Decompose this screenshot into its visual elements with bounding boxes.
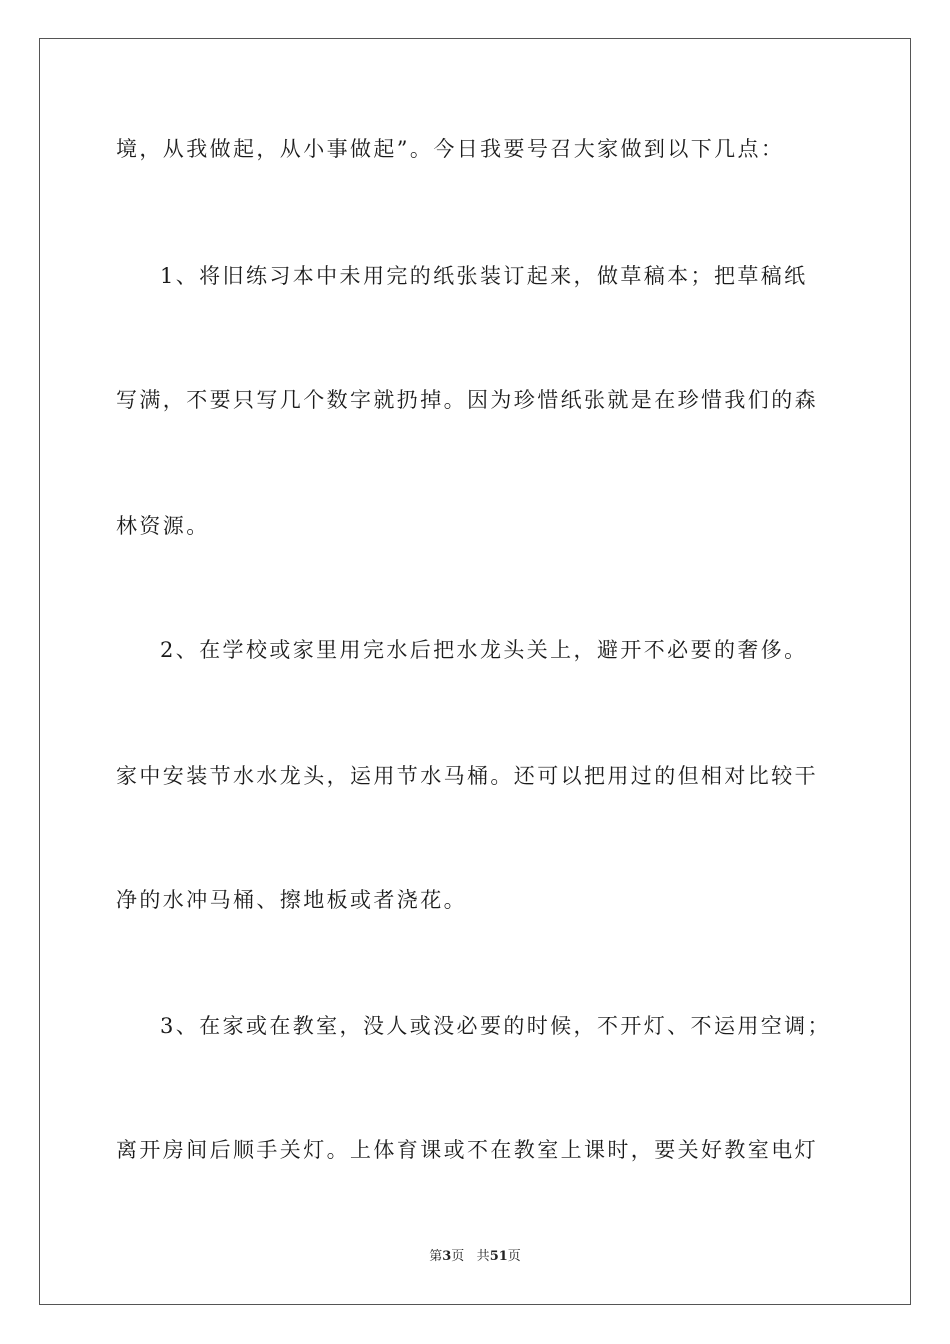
page-border — [39, 38, 911, 1305]
total-pages: 51 — [489, 1249, 508, 1264]
body-line-9: 离开房间后顺手关灯。上体育课或不在教室上课时，要关好教室电灯 — [116, 1138, 818, 1162]
page-prefix: 第 — [429, 1249, 443, 1264]
page-suffix: 页 — [451, 1249, 465, 1264]
total-suffix: 页 — [507, 1249, 521, 1264]
page-number: 3 — [442, 1249, 452, 1264]
body-line-6: 家中安装节水水龙头，运用节水马桶。还可以把用过的但相对比较干 — [116, 764, 818, 788]
body-line-2: 1、将旧练习本中未用完的纸张装订起来，做草稿本；把草稿纸 — [160, 264, 808, 288]
body-line-4: 林资源。 — [116, 514, 210, 538]
body-line-8: 3、在家或在教室，没人或没必要的时候，不开灯、不运用空调； — [160, 1014, 831, 1038]
total-prefix: 共 — [476, 1249, 490, 1264]
body-line-1: 境，从我做起，从小事做起”。今日我要号召大家做到以下几点： — [116, 137, 785, 161]
body-line-5: 2、在学校或家里用完水后把水龙头关上，避开不必要的奢侈。 — [160, 638, 808, 662]
body-line-3: 写满，不要只写几个数字就扔掉。因为珍惜纸张就是在珍惜我们的森 — [116, 388, 818, 412]
body-line-7: 净的水冲马桶、擦地板或者浇花。 — [116, 888, 467, 912]
page-footer — [0, 1248, 950, 1266]
